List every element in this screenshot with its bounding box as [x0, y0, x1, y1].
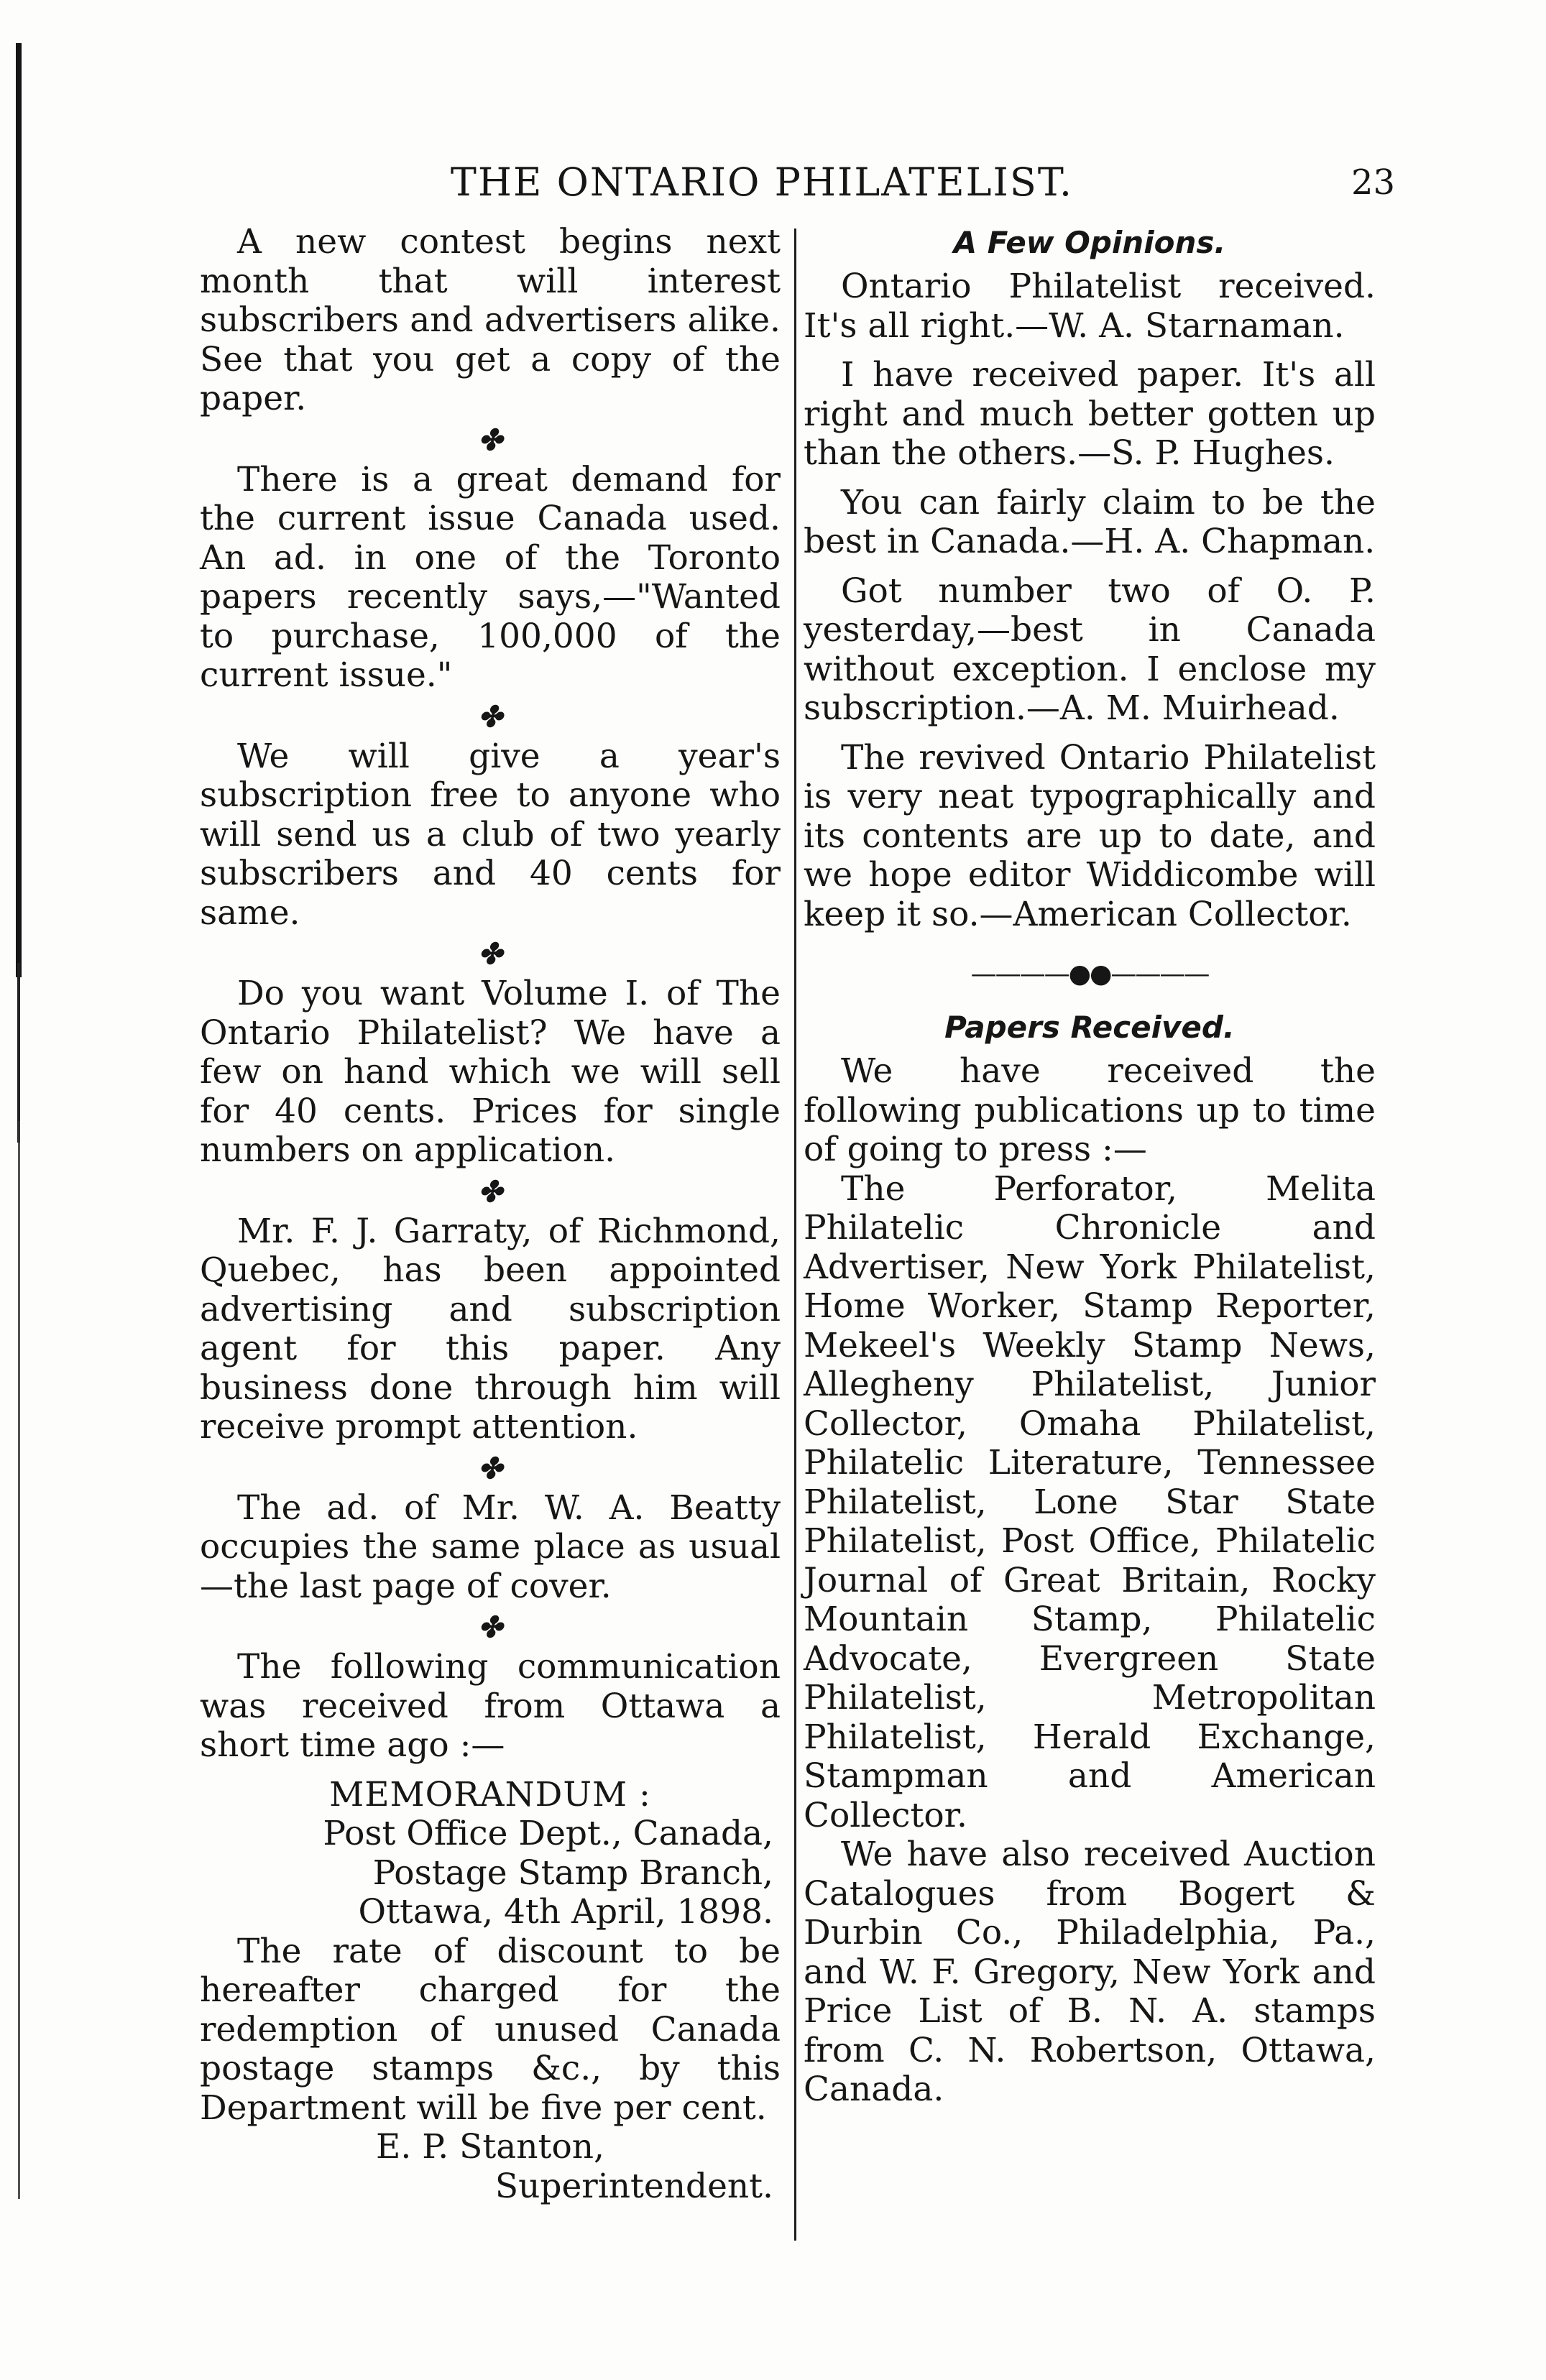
opinion-item: You can fairly claim to be the best in Canada.—H. A. Chapman.: [804, 482, 1376, 561]
running-title: THE ONTARIO PHILATELIST.: [450, 160, 1074, 205]
page-number: 23: [1351, 162, 1396, 203]
opinion-item: Got number two of O. P. yesterday,—best in Canada without exception. I enclose my subscription.—A. M. Muirhead.: [804, 571, 1376, 728]
left-column: [200, 223, 781, 2206]
ornament-icon: ✤: [478, 1451, 502, 1485]
signature-name: E. P. Stanton,: [376, 2127, 604, 2167]
paragraph-papers-intro: We have received the following publications up to time of going to press :—: [804, 1051, 1376, 1169]
paragraph-communication-intro: The following communication was received from Ottawa a short time ago :—: [200, 1647, 781, 1765]
ornament-icon: ✤: [478, 1174, 502, 1209]
section-title-opinions: A Few Opinions.: [953, 225, 1226, 260]
section-title-papers-received: Papers Received.: [944, 1010, 1235, 1045]
ornament-icon: ✤: [478, 1610, 502, 1644]
section-divider: ————●●————: [970, 959, 1209, 989]
paragraph-new-contest: A new contest begins next month that will interest subscribers and advertisers alike. See that you get a copy of the paper.: [200, 222, 781, 418]
opinion-item: Ontario Philatelist received. It's all right.—W. A. Starnaman.: [804, 267, 1376, 346]
paragraph-discount-rate: The rate of discount to be hereafter charged for the redemption of unused Canada postage stamps &c., by this Department will be five per cent.: [200, 1931, 781, 2128]
paragraph-papers-list: The Perforator, Melita Philatelic Chronicle and Advertiser, New York Philatelist, Home Worker, Stamp Reporter, Mekeel's Weekly Stamp News, Allegheny Philatelist, Junior Collector, Omaha Philatelist, Philatelic Literature, Tennessee Philatelist, Lone Star State Philatelist, Post Office, Philatelic Journal of Great Britain, Rocky Mountain Stamp, Philatelic Advocate, Evergreen State Philatelist, Metropolitan Philatelist, Herald Exchange, Stampman and American Collector.: [804, 1168, 1376, 1835]
binding-edge-rule: [17, 963, 20, 1143]
opinion-item: I have received paper. It's all right and much better gotten up than the others.—S. P. Hughes.: [804, 355, 1376, 473]
memorandum-title: MEMORANDUM :: [329, 1774, 651, 1814]
memorandum-address-line: Postage Stamp Branch,: [372, 1853, 773, 1893]
page-header: [0, 160, 1546, 210]
memorandum-date-line: Ottawa, 4th April, 1898.: [358, 1892, 773, 1932]
column-rule: [794, 229, 796, 2241]
paragraph-beatty-ad: The ad. of Mr. W. A. Beatty occupies the same place as usual —the last page of cover.: [200, 1488, 781, 1606]
opinion-item: The revived Ontario Philatelist is very neat typographically and its contents are up to date, and we hope editor Widdicombe will keep it so.—American Collector.: [804, 737, 1376, 934]
paragraph-auction-catalogues: We have also received Auction Catalogues from Bogert & Durbin Co., Philadelphia, Pa., and W. F. Gregory, New York and Price List of B. N. A. stamps from C. N. Robertson, Ottawa, Canada.: [804, 1835, 1376, 2109]
signature-title: Superintendent.: [494, 2166, 773, 2206]
paragraph-demand-current-issue: There is a great demand for the current issue Canada used. An ad. in one of the Toronto papers recently says,—"Wanted to purchase, 100,000 of the current issue.": [200, 459, 781, 695]
paragraph-volume-one: Do you want Volume I. of The Ontario Philatelist? We have a few on hand which we will sell for 40 cents. Prices for single numbers on application.: [200, 974, 781, 1170]
paragraph-agent-appointed: Mr. F. J. Garraty, of Richmond, Quebec, has been appointed advertising and subscription agent for this paper. Any business done through him will receive prompt attention.: [200, 1211, 781, 1447]
right-column: [804, 223, 1376, 2110]
ornament-icon: ✤: [478, 423, 502, 457]
ornament-icon: ✤: [478, 937, 502, 971]
ornament-icon: ✤: [478, 699, 502, 734]
paragraph-subscription-offer: We will give a year's subscription free to anyone who will send us a club of two yearly subscribers and 40 cents for same.: [200, 736, 781, 933]
binding-edge-rule: [18, 1121, 20, 2199]
memorandum-address-line: Post Office Dept., Canada,: [323, 1814, 773, 1853]
